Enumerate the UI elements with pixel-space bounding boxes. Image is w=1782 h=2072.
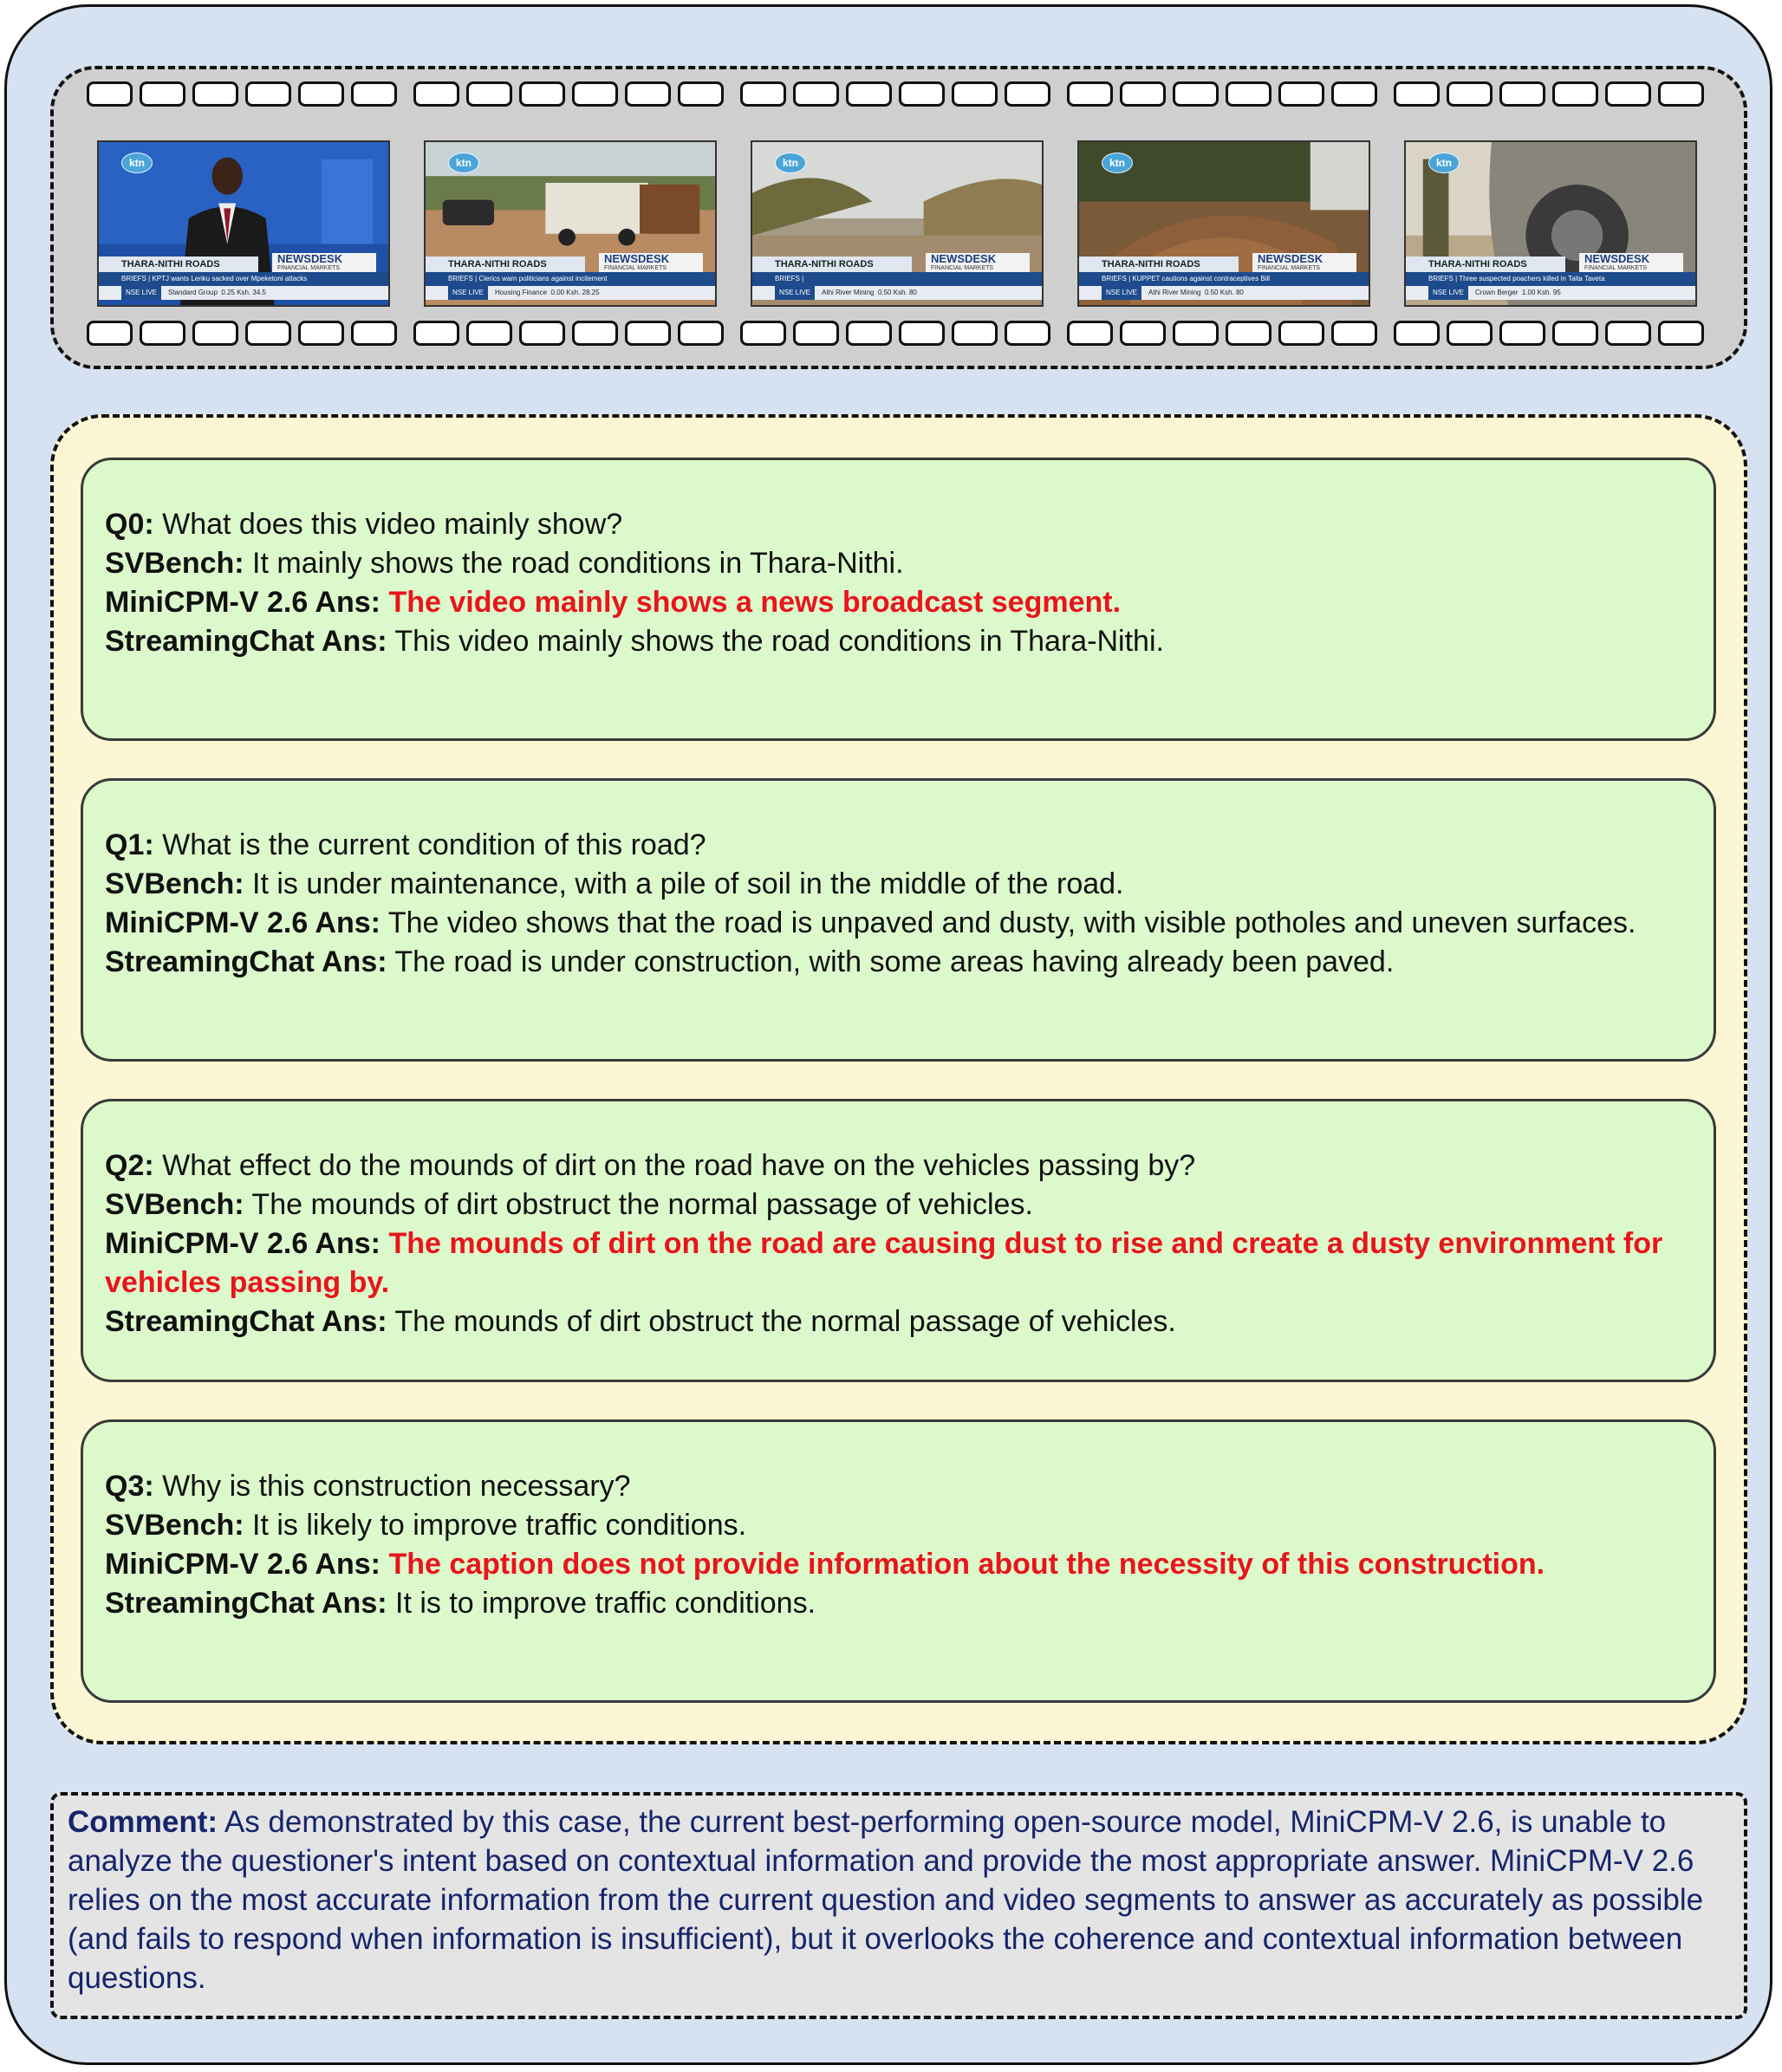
- film-perforation: [1120, 81, 1166, 107]
- headline-banner: THARA-NITHI ROADS: [752, 257, 912, 272]
- film-perforation: [678, 81, 724, 107]
- minicpm-answer: MiniCPM-V 2.6 Ans: The video mainly shows a news broadcast segment.: [105, 586, 1122, 619]
- stock-ticker: NSE LIVE Athi River Mining 0.50 Ksh. 80: [1079, 286, 1369, 300]
- film-perforation: [1331, 81, 1377, 107]
- film-perforation: [192, 81, 238, 107]
- film-perforation: [625, 81, 671, 107]
- newsdesk-badge: NEWSDESK FINANCIAL MARKETS: [1252, 253, 1356, 272]
- streamingchat-answer: StreamingChat Ans: It is to improve traffic conditions.: [105, 1587, 816, 1620]
- question-line: Q3: Why is this construction necessary?: [105, 1470, 631, 1503]
- film-perforation: [192, 321, 238, 346]
- film-perforation: [245, 81, 291, 107]
- film-perforation: [572, 321, 618, 346]
- film-perforation: [1394, 321, 1440, 346]
- qa-card-q3: [81, 1419, 1716, 1703]
- comment-label: Comment:: [68, 1805, 218, 1839]
- ktn-logo: ktn: [448, 153, 479, 173]
- ktn-logo: ktn: [1102, 153, 1133, 173]
- film-perforation: [466, 81, 512, 107]
- stock-ticker: NSE LIVE Athi River Mining 0.50 Ksh. 80: [752, 286, 1042, 300]
- svbench-answer: SVBench: The mounds of dirt obstruct the normal passage of vehicles.: [105, 1188, 1033, 1221]
- headline-banner: THARA-NITHI ROADS: [1406, 257, 1565, 272]
- question-line: Q0: What does this video mainly show?: [105, 508, 623, 541]
- film-perforation: [1658, 321, 1704, 346]
- minicpm-answer: MiniCPM-V 2.6 Ans: The video shows that the road is unpaved and dusty, with visible potholes and uneven surfaces.: [105, 906, 1636, 939]
- headline-banner: THARA-NITHI ROADS: [426, 257, 585, 272]
- film-perforation: [1552, 81, 1598, 107]
- film-perforation: [846, 81, 892, 107]
- film-perforation: [1226, 321, 1271, 346]
- headline-banner: THARA-NITHI ROADS: [1079, 257, 1239, 272]
- film-perforation: [952, 81, 998, 107]
- newsdesk-badge: NEWSDESK FINANCIAL MARKETS: [926, 253, 1030, 272]
- minicpm-answer: MiniCPM-V 2.6 Ans: The mounds of dirt on the road are causing dust to rise and create a dusty environment for vehicles passing by.: [105, 1227, 1663, 1299]
- film-perforation: [678, 321, 724, 346]
- film-perforation: [1499, 81, 1545, 107]
- stock-ticker: NSE LIVE Crown Berger 1.00 Ksh. 95: [1406, 286, 1695, 300]
- video-frame-2: [424, 140, 717, 307]
- newsdesk-badge: NEWSDESK FINANCIAL MARKETS: [599, 253, 703, 272]
- video-frame-3: [751, 140, 1044, 307]
- film-perforation: [1067, 321, 1113, 346]
- film-perforation: [572, 81, 618, 107]
- film-perforation: [87, 81, 133, 107]
- video-frame-1: [97, 140, 390, 307]
- film-perforation: [1447, 81, 1493, 107]
- streamingchat-answer: StreamingChat Ans: The mounds of dirt obstruct the normal passage of vehicles.: [105, 1305, 1176, 1338]
- film-perforation: [1605, 321, 1651, 346]
- case-study-panel: [4, 4, 1772, 2065]
- film-perforation: [298, 321, 344, 346]
- film-perforation: [1499, 321, 1545, 346]
- film-perforation: [245, 321, 291, 346]
- film-perforation: [298, 81, 344, 107]
- film-perforation: [1120, 321, 1166, 346]
- streamingchat-answer: StreamingChat Ans: The road is under construction, with some areas having already been paved.: [105, 945, 1395, 978]
- film-perforation: [793, 81, 839, 107]
- film-perforation: [1067, 81, 1113, 107]
- film-perforation: [87, 321, 133, 346]
- question-line: Q2: What effect do the mounds of dirt on the road have on the vehicles passing by?: [105, 1149, 1196, 1182]
- newsdesk-badge: NEWSDESK FINANCIAL MARKETS: [1579, 253, 1683, 272]
- film-perforation: [519, 81, 565, 107]
- minicpm-answer: MiniCPM-V 2.6 Ans: The caption does not provide information about the necessity of this construction.: [105, 1548, 1545, 1581]
- comment-box: [50, 1792, 1747, 2019]
- ktn-logo: ktn: [1428, 153, 1460, 173]
- briefs-ticker: BRIEFS | Clerics warn politicians against incitement: [426, 272, 715, 286]
- qa-card-q0: [81, 458, 1716, 741]
- film-perforation: [1278, 321, 1324, 346]
- film-perforation: [413, 321, 459, 346]
- film-perforation: [625, 321, 671, 346]
- qa-card-q1: [81, 778, 1716, 1062]
- film-perforation: [351, 81, 397, 107]
- film-perforation: [1394, 81, 1440, 107]
- video-frame-5: [1404, 140, 1697, 307]
- video-filmstrip: [50, 66, 1747, 369]
- film-perforation: [1447, 321, 1493, 346]
- film-perforation: [793, 321, 839, 346]
- headline-banner: THARA-NITHI ROADS: [99, 257, 258, 272]
- filmstrip-perforations-top: [87, 81, 1716, 109]
- film-perforation: [140, 321, 185, 346]
- briefs-ticker: BRIEFS |: [752, 272, 1042, 286]
- stock-ticker: NSE LIVE Housing Finance 0.00 Ksh. 28.25: [426, 286, 715, 300]
- comment-text: As demonstrated by this case, the current best-performing open-source model, MiniCPM-V 2.6, is unable to analyze the questioner's intent based on contextual information and provide the most appropriate answer. MiniCPM-V 2.6 relies on the most accurate information from the current question and video segments to answer as accurately as possible (and fails to respond when information is insufficient), but it overlooks the coherence and contextual information between questions.: [68, 1805, 1704, 1995]
- svbench-answer: SVBench: It is likely to improve traffic conditions.: [105, 1509, 747, 1542]
- ktn-logo: ktn: [775, 153, 806, 173]
- svbench-answer: SVBench: It is under maintenance, with a pile of soil in the middle of the road.: [105, 867, 1124, 900]
- film-perforation: [519, 321, 565, 346]
- film-perforation: [466, 321, 512, 346]
- film-perforation: [1331, 321, 1377, 346]
- film-perforation: [140, 81, 185, 107]
- film-perforation: [899, 81, 945, 107]
- briefs-ticker: BRIEFS | Three suspected poachers killed in Taita Taveta: [1406, 272, 1695, 286]
- video-frame-4: [1077, 140, 1370, 307]
- film-perforation: [1173, 321, 1219, 346]
- newsdesk-badge: NEWSDESK FINANCIAL MARKETS: [272, 253, 376, 272]
- film-perforation: [1552, 321, 1598, 346]
- svbench-answer: SVBench: It mainly shows the road conditions in Thara-Nithi.: [105, 547, 904, 580]
- film-perforation: [740, 321, 786, 346]
- streamingchat-answer: StreamingChat Ans: This video mainly shows the road conditions in Thara-Nithi.: [105, 625, 1164, 658]
- qa-card-q2: [81, 1099, 1716, 1382]
- film-perforation: [1658, 81, 1704, 107]
- filmstrip-perforations-bottom: [87, 321, 1716, 348]
- briefs-ticker: BRIEFS | KPTJ wants Lenku sacked over Mpeketoni attacks: [99, 272, 388, 286]
- film-perforation: [899, 321, 945, 346]
- film-perforation: [740, 81, 786, 107]
- film-perforation: [413, 81, 459, 107]
- film-perforation: [351, 321, 397, 346]
- film-perforation: [846, 321, 892, 346]
- film-perforation: [1005, 81, 1050, 107]
- film-perforation: [952, 321, 998, 346]
- film-perforation: [1278, 81, 1324, 107]
- question-line: Q1: What is the current condition of this road?: [105, 828, 706, 861]
- ktn-logo: ktn: [121, 153, 153, 173]
- film-perforation: [1226, 81, 1271, 107]
- film-perforation: [1173, 81, 1219, 107]
- film-perforation: [1605, 81, 1651, 107]
- film-perforation: [1005, 321, 1050, 346]
- briefs-ticker: BRIEFS | KUPPET cautions against contraceptives Bill: [1079, 272, 1369, 286]
- stock-ticker: NSE LIVE Standard Group 0.25 Ksh. 34.5: [99, 286, 388, 300]
